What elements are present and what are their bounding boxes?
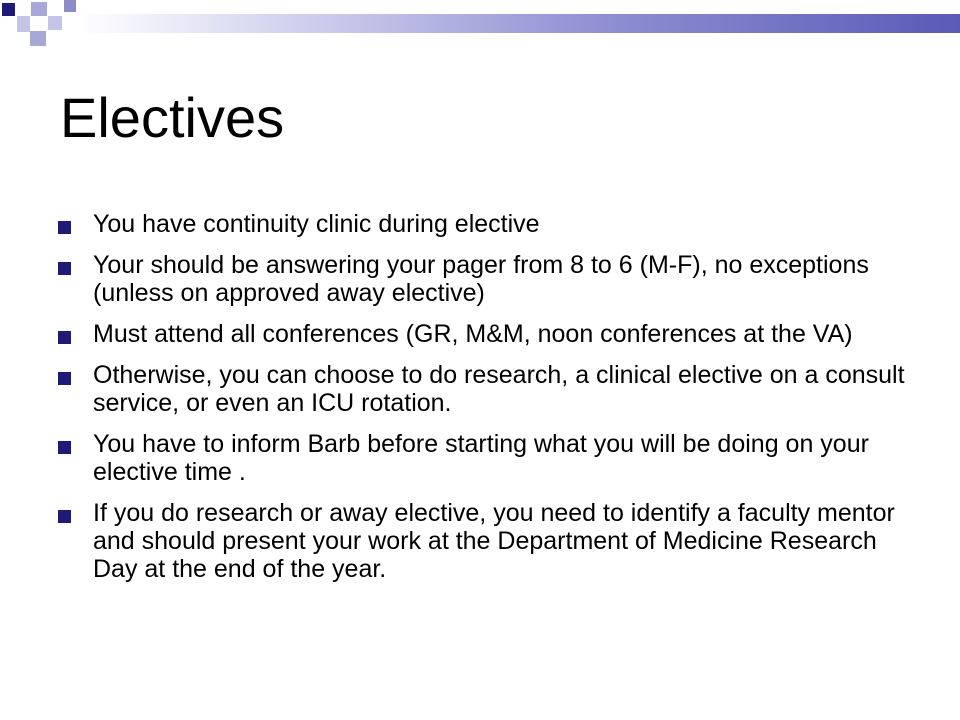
- list-item: [58, 320, 908, 348]
- square-bullet-icon: [58, 221, 71, 234]
- slide-title: Electives: [60, 86, 285, 149]
- decorative-square: [30, 31, 46, 46]
- bullet-text: You have continuity clinic during elective: [93, 210, 540, 238]
- decorative-square: [64, 0, 76, 12]
- bullet-text: If you do research or away elective, you need to identify a faculty mentor and should present your work at the Department of Medicine Research Day at the end of the year.: [93, 499, 895, 583]
- square-bullet-icon: [58, 331, 71, 344]
- decorative-square: [2, 3, 15, 16]
- decorative-square: [17, 16, 30, 32]
- list-item: [58, 210, 908, 238]
- bullet-text: Your should be answering your pager from 8 to 6 (M-F), no exceptions (unless on approved away elective): [93, 251, 869, 307]
- bullet-list: [58, 210, 908, 596]
- decorative-square: [31, 2, 47, 16]
- list-item: [58, 251, 908, 307]
- list-item: [58, 430, 908, 486]
- bullet-text: Otherwise, you can choose to do research, a clinical elective on a consult service, or even an ICU rotation.: [93, 361, 905, 417]
- list-item: [58, 499, 908, 583]
- square-bullet-icon: [58, 372, 71, 385]
- square-bullet-icon: [58, 510, 71, 523]
- square-bullet-icon: [58, 441, 71, 454]
- bullet-text: You have to inform Barb before starting what you will be doing on your elective time .: [93, 430, 869, 486]
- list-item: [58, 361, 908, 417]
- decorative-square: [48, 16, 62, 30]
- square-bullet-icon: [58, 262, 71, 275]
- bullet-text: Must attend all conferences (GR, M&M, noon conferences at the VA): [93, 320, 853, 348]
- header-gradient-bar: [77, 14, 960, 33]
